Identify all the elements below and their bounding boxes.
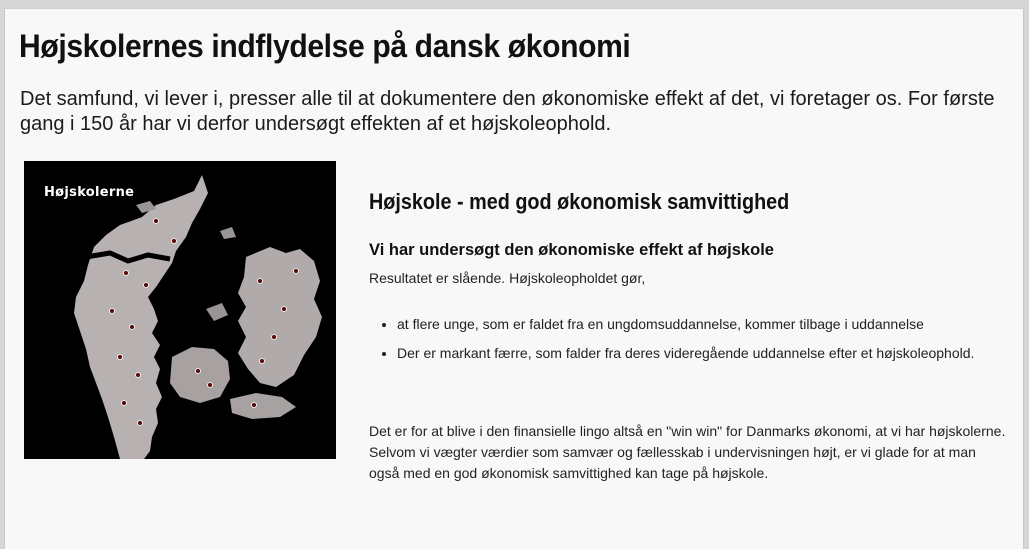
section-subheading: Vi har undersøgt den økonomiske effekt af højskole [369,241,774,259]
main-content [369,189,1014,481]
closing-paragraph: Det er for at blive i den finansielle lingo altså en "win win" for Danmarks økonomi, at vi har højskolerne. Selvom vi vægter værdier som samvær og fællesskab i undervisningen højt, er vi glade for at man også med en god økonomisk samvittighed kan tage på højskole. [369,423,1006,481]
section-heading: Højskole - med god økonomisk samvittighed [369,189,790,214]
denmark-map-image [24,161,336,459]
page-content [4,8,1024,549]
page-title: Højskolernes indflydelse på dansk økonomi [19,28,631,64]
denmark-map-graphic [24,161,336,459]
list-item: • Der er markant færre, som falder fra deres videregående uddannelse efter et højskoleophold. [397,343,1009,364]
list-item: • at flere unge, som er faldet fra en ungdomsuddannelse, kommer tilbage i uddannelse [397,314,1009,335]
bullet-list [369,314,1009,372]
intro-paragraph: Det samfund, vi lever i, presser alle til at dokumentere den økonomiske effekt af det, vi foretager os. For første gang i 150 år har vi derfor undersøgt effekten af et højskoleophold. [20,88,995,135]
map-label: Højskolerne [44,185,135,200]
result-text: Resultatet er slående. Højskoleopholdet gør, [369,270,646,286]
funen-shape [170,347,230,403]
